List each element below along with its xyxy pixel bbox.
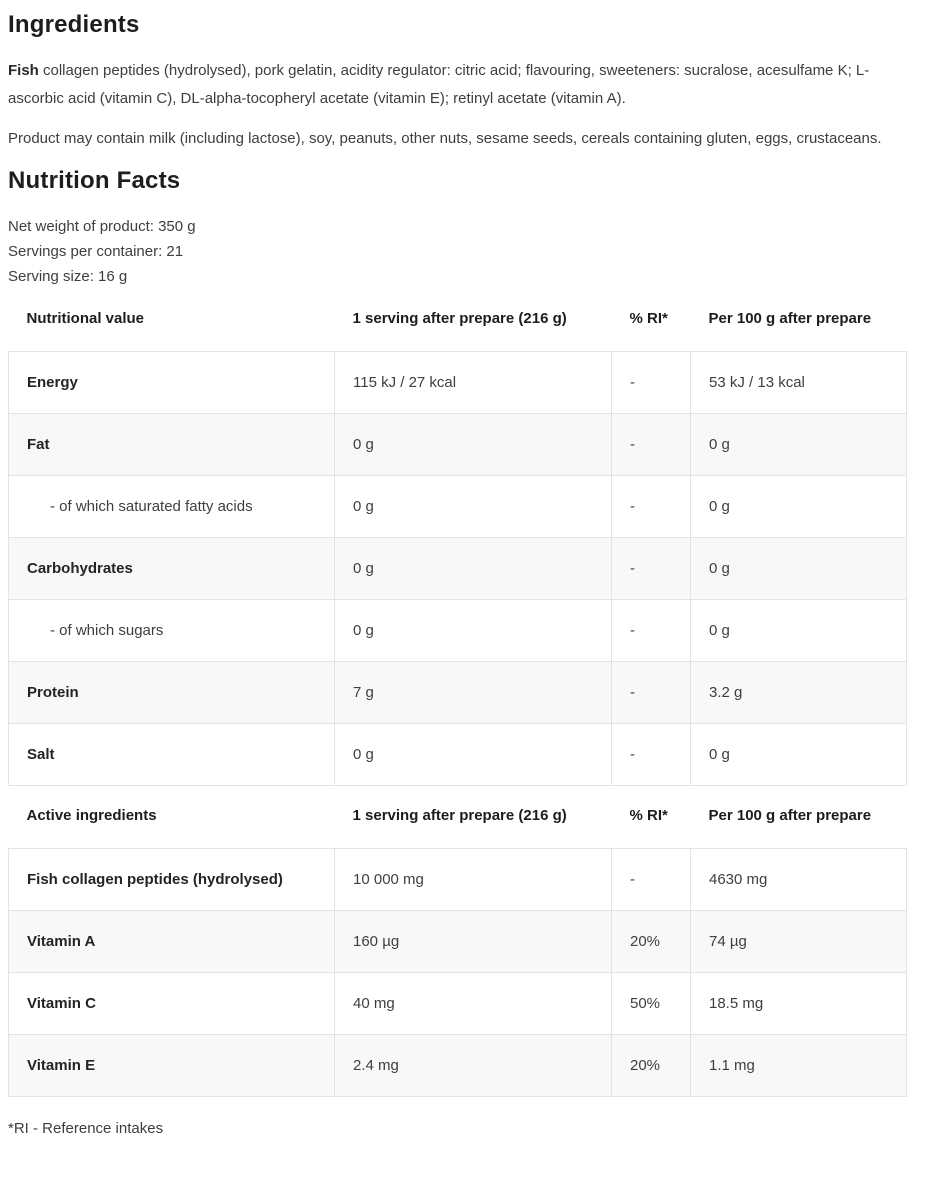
nutrient-label: Salt	[9, 724, 335, 786]
nutrient-label: Fish collagen peptides (hydrolysed)	[9, 849, 335, 911]
serving-value: 0 g	[335, 476, 612, 538]
nutrient-label: - of which sugars	[9, 600, 335, 662]
nutrient-label: Protein	[9, 662, 335, 724]
table-row	[9, 973, 907, 1035]
nutrient-label: Fat	[9, 414, 335, 476]
ri-value: -	[612, 600, 691, 662]
ri-value: 20%	[612, 911, 691, 973]
column-header-per-100g: Per 100 g after prepare	[691, 786, 907, 849]
ri-value: -	[612, 538, 691, 600]
product-info-page	[8, 8, 910, 1139]
serving-value: 10 000 mg	[335, 849, 612, 911]
per-100g-value: 18.5 mg	[691, 973, 907, 1035]
serving-value: 0 g	[335, 724, 612, 786]
per-100g-value: 0 g	[691, 600, 907, 662]
table-row	[9, 476, 907, 538]
column-header-ri: % RI*	[612, 786, 691, 849]
nutritional-value-table-header	[9, 289, 907, 352]
table-row	[9, 538, 907, 600]
serving-value: 115 kJ / 27 kcal	[335, 352, 612, 414]
allergens-paragraph: Product may contain milk (including lactose), soy, peanuts, other nuts, sesame seeds, cereals containing gluten, eggs, crustaceans.	[8, 130, 882, 147]
column-header-serving: 1 serving after prepare (216 g)	[335, 786, 612, 849]
serving-size-line: Serving size: 16 g	[8, 268, 128, 285]
serving-value: 2.4 mg	[335, 1035, 612, 1097]
ri-value: -	[612, 476, 691, 538]
serving-value: 0 g	[335, 538, 612, 600]
serving-meta-block	[8, 214, 910, 289]
ingredients-lead-word: Fish	[8, 62, 39, 79]
per-100g-value: 3.2 g	[691, 662, 907, 724]
ri-value: -	[612, 414, 691, 476]
serving-value: 7 g	[335, 662, 612, 724]
ri-value: -	[612, 352, 691, 414]
table-row	[9, 911, 907, 973]
column-header-serving: 1 serving after prepare (216 g)	[335, 289, 612, 352]
table-row	[9, 724, 907, 786]
column-header-active-ingredients: Active ingredients	[9, 786, 335, 849]
nutrition-facts-title: Nutrition Facts	[8, 167, 181, 194]
ingredients-text: collagen peptides (hydrolysed), pork gelatin, acidity regulator: citric acid; flavouring, sweeteners: sucralose, acesulfame K; L-ascorbic acid (vitamin C), DL-alpha-tocopheryl acetate (vitamin E); retinyl acetate (vitamin A).	[8, 62, 870, 107]
active-ingredients-table-body	[9, 849, 907, 1097]
ingredients-title: Ingredients	[8, 11, 140, 38]
table-row	[9, 662, 907, 724]
servings-per-container-line: Servings per container: 21	[8, 243, 184, 260]
per-100g-value: 0 g	[691, 724, 907, 786]
nutrient-label: Vitamin C	[9, 973, 335, 1035]
serving-value: 0 g	[335, 600, 612, 662]
ri-value: -	[612, 724, 691, 786]
per-100g-value: 53 kJ / 13 kcal	[691, 352, 907, 414]
nutrient-label: - of which saturated fatty acids	[9, 476, 335, 538]
nutritional-value-table	[8, 289, 907, 786]
per-100g-value: 1.1 mg	[691, 1035, 907, 1097]
header-row	[9, 786, 907, 849]
serving-value: 40 mg	[335, 973, 612, 1035]
table-row	[9, 849, 907, 911]
header-row	[9, 289, 907, 352]
active-ingredients-table	[8, 786, 907, 1097]
ri-value: 50%	[612, 973, 691, 1035]
table-row	[9, 352, 907, 414]
per-100g-value: 0 g	[691, 538, 907, 600]
active-ingredients-table-header	[9, 786, 907, 849]
nutritional-value-table-body	[9, 352, 907, 786]
table-row	[9, 414, 907, 476]
nutrient-label: Carbohydrates	[9, 538, 335, 600]
column-header-nutritional-value: Nutritional value	[9, 289, 335, 352]
table-row	[9, 600, 907, 662]
serving-value: 160 µg	[335, 911, 612, 973]
column-header-ri: % RI*	[612, 289, 691, 352]
nutrient-label: Vitamin E	[9, 1035, 335, 1097]
table-row	[9, 1035, 907, 1097]
ri-value: -	[612, 662, 691, 724]
ri-value: -	[612, 849, 691, 911]
serving-value: 0 g	[335, 414, 612, 476]
per-100g-value: 0 g	[691, 414, 907, 476]
nutrient-label: Vitamin A	[9, 911, 335, 973]
per-100g-value: 0 g	[691, 476, 907, 538]
net-weight-line: Net weight of product: 350 g	[8, 218, 196, 235]
per-100g-value: 4630 mg	[691, 849, 907, 911]
column-header-per-100g: Per 100 g after prepare	[691, 289, 907, 352]
per-100g-value: 74 µg	[691, 911, 907, 973]
nutrient-label: Energy	[9, 352, 335, 414]
ri-footnote: *RI - Reference intakes	[8, 1120, 164, 1137]
ri-value: 20%	[612, 1035, 691, 1097]
ingredients-paragraph	[8, 57, 910, 113]
